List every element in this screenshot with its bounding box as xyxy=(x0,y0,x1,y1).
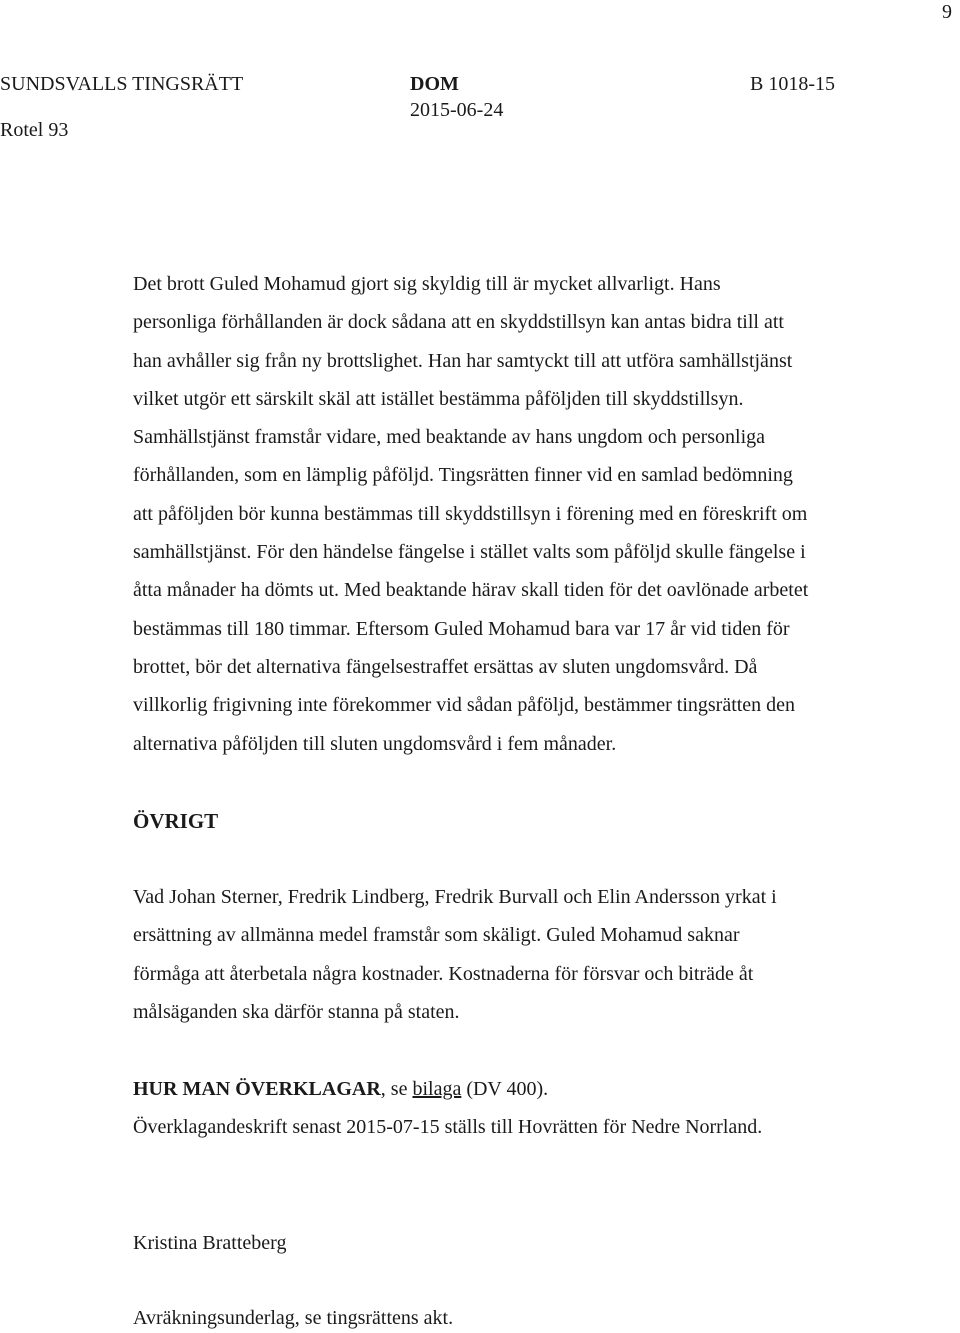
case-number: B 1018-15 xyxy=(750,73,835,95)
appeal-deadline: Överklagandeskrift senast 2015-07-15 ställs till Hovrätten för Nedre Norrland. xyxy=(133,1116,763,1138)
paragraph-line: att påföljden bör kunna bestämmas till skyddstillsyn i förening med en föreskrift om xyxy=(133,502,808,525)
appeal-suffix: (DV 400). xyxy=(461,1078,549,1100)
page-number: 9 xyxy=(942,1,952,23)
paragraph-line: bestämmas till 180 timmar. Eftersom Guled Mohamud bara var 17 år vid tiden för xyxy=(133,617,790,640)
paragraph-line: samhällstjänst. För den händelse fängelse i stället valts som påföljd skulle fängelse i xyxy=(133,541,806,564)
court-name: SUNDSVALLS TINGSRÄTT xyxy=(0,73,244,95)
paragraph-line: han avhåller sig från ny brottslighet. Han har samtyckt till att utföra samhällstjänst xyxy=(133,349,793,372)
paragraph-line: vilket utgör ett särskilt skäl att istället bestämma påföljden till skyddstillsyn. xyxy=(133,387,744,410)
paragraph-line: ersättning av allmänna medel framstår som skäligt. Guled Mohamud saknar xyxy=(133,924,740,947)
paragraph-line: Det brott Guled Mohamud gjort sig skyldig till är mycket allvarligt. Hans xyxy=(133,273,721,295)
document-date: 2015-06-24 xyxy=(410,99,504,121)
paragraph-line: Samhällstjänst framstår vidare, med beaktande av hans ungdom och personliga xyxy=(133,426,766,449)
sentencing-paragraph xyxy=(133,265,893,763)
appeal-title: HUR MAN ÖVERKLAGAR xyxy=(133,1078,381,1100)
compensation-paragraph xyxy=(133,878,893,1031)
appeal-line xyxy=(133,1070,893,1108)
paragraph-line: åtta månader ha dömts ut. Med beaktande härav skall tiden för det oavlönade arbetet xyxy=(133,579,809,602)
paragraph-line: villkorlig frigivning inte förekommer vid sådan påföljd, bestämmer tingsrätten den xyxy=(133,694,796,717)
appeal-separator: , se xyxy=(380,1078,413,1100)
court-unit: Rotel 93 xyxy=(0,119,69,141)
paragraph-line: förhållanden, som en lämplig påföljd. Tingsrätten finner vid en samlad bedömning xyxy=(133,464,793,487)
section-heading-ovrigt: ÖVRIGT xyxy=(133,809,219,833)
appendix-link[interactable]: bilaga xyxy=(412,1078,462,1100)
paragraph-line: personliga förhållanden är dock sådana att en skyddstillsyn kan antas bidra till att xyxy=(133,311,784,334)
document-type: DOM xyxy=(410,73,459,95)
paragraph-line: brottet, bör det alternativa fängelsestraffet ersättas av sluten ungdomsvård. Då xyxy=(133,655,758,678)
paragraph-line: Vad Johan Sterner, Fredrik Lindberg, Fredrik Burvall och Elin Andersson yrkat i xyxy=(133,886,777,908)
appeal-section xyxy=(133,1070,893,1146)
paragraph-line: förmåga att återbetala några kostnader. Kostnaderna för försvar och biträde åt xyxy=(133,962,754,985)
paragraph-line: målsäganden ska därför stanna på staten. xyxy=(133,1000,460,1023)
paragraph-line: alternativa påföljden till sluten ungdomsvård i fem månader. xyxy=(133,732,617,755)
judge-signature: Kristina Bratteberg xyxy=(133,1232,287,1254)
footer-note: Avräkningsunderlag, se tingsrättens akt. xyxy=(133,1307,454,1329)
